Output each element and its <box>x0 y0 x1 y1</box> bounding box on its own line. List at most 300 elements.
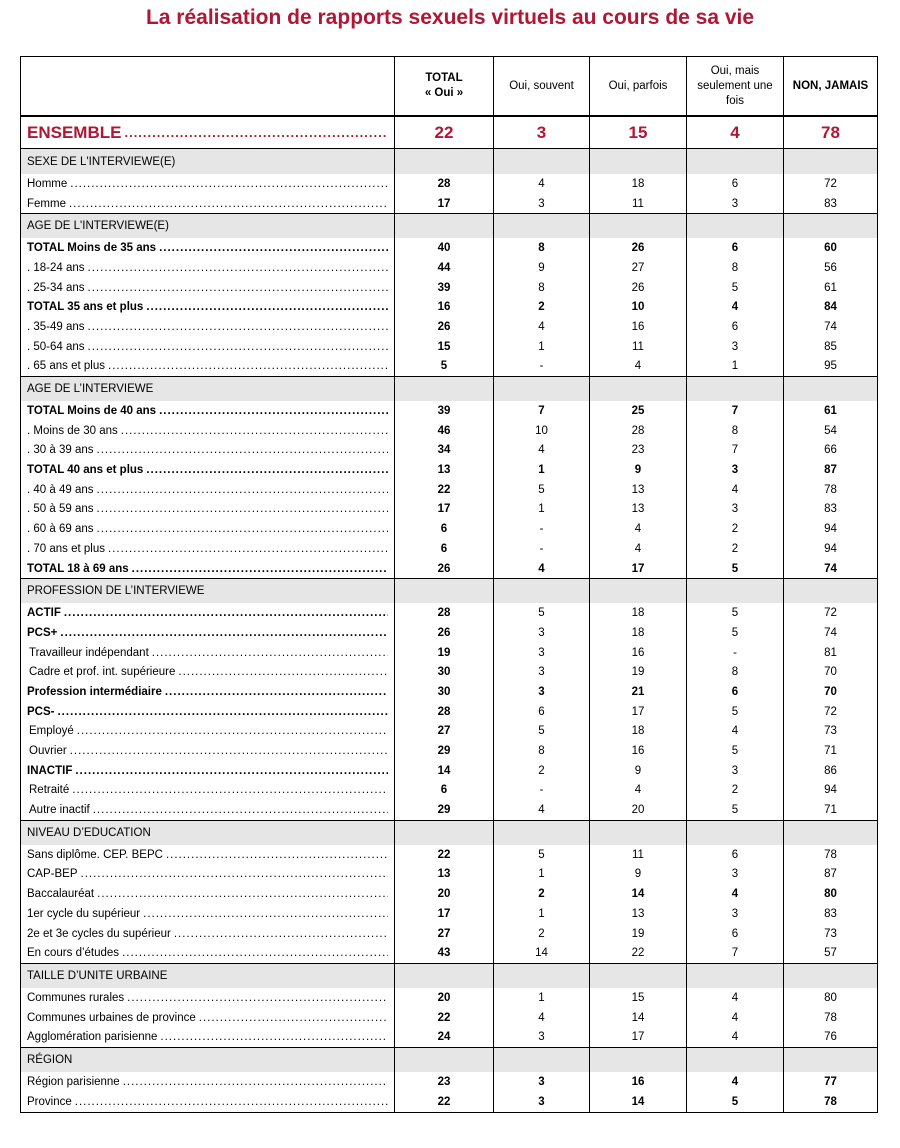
row-label-cell <box>21 357 394 377</box>
value-total: 24 <box>394 1027 493 1047</box>
value-jamais: 72 <box>783 702 877 722</box>
section-empty-cell <box>686 1048 783 1072</box>
value-jamais: 94 <box>783 519 877 539</box>
value-une-fois: 8 <box>686 421 783 441</box>
row-label-cell <box>21 441 394 461</box>
value-total: 44 <box>394 258 493 278</box>
value-souvent: 3 <box>493 623 589 643</box>
column-header-text: Oui, mais seulement une fois <box>697 64 773 107</box>
row-label: Agglomération parisienne <box>27 1031 158 1044</box>
section-empty-cell <box>493 214 589 238</box>
section-empty-cell <box>589 377 686 401</box>
value-souvent: 3 <box>493 662 589 682</box>
value-une-fois: 6 <box>686 174 783 194</box>
dot-leader <box>97 444 389 456</box>
row-label-cell <box>21 741 394 761</box>
dot-leader <box>132 563 388 575</box>
value-total: 26 <box>394 623 493 643</box>
value-souvent: 14 <box>493 943 589 963</box>
table-row <box>21 559 877 579</box>
section-empty-cell <box>394 964 493 988</box>
value-parfois: 19 <box>589 924 686 944</box>
value-jamais: 74 <box>783 317 877 337</box>
section-empty-cell <box>783 214 877 238</box>
value-jamais: 57 <box>783 943 877 963</box>
value-jamais: 84 <box>783 297 877 317</box>
value-jamais: 56 <box>783 258 877 278</box>
row-label-cell <box>21 988 394 1008</box>
value-une-fois: 7 <box>686 401 783 421</box>
row-label: . 40 à 49 ans <box>27 483 94 496</box>
row-label-cell <box>21 174 394 194</box>
value-souvent: - <box>493 539 589 559</box>
section-empty-cell <box>686 149 783 174</box>
value-souvent: 6 <box>493 702 589 722</box>
row-label: . 60 à 69 ans <box>27 523 94 536</box>
section-header <box>21 1047 877 1072</box>
value-souvent: 4 <box>493 800 589 820</box>
row-label-cell <box>21 317 394 337</box>
value-une-fois: 4 <box>686 1008 783 1028</box>
value-une-fois: 7 <box>686 943 783 963</box>
section-empty-cell <box>589 821 686 845</box>
row-label: . 65 ans et plus <box>27 360 105 373</box>
row-label: TOTAL 40 ans et plus <box>27 464 144 477</box>
section-empty-cell <box>493 1048 589 1072</box>
value-total: 13 <box>394 865 493 885</box>
value-souvent: 2 <box>493 297 589 317</box>
value-total: 20 <box>394 884 493 904</box>
value-total: 22 <box>394 480 493 500</box>
table-row <box>21 682 877 702</box>
value-parfois: 17 <box>589 559 686 579</box>
section-empty-cell <box>686 579 783 603</box>
value-jamais: 54 <box>783 421 877 441</box>
row-label-cell <box>21 297 394 317</box>
section-empty-cell <box>589 149 686 174</box>
row-label: Cadre et prof. int. supérieure <box>29 666 176 679</box>
value-souvent: - <box>493 781 589 801</box>
dot-leader <box>146 464 388 476</box>
row-label: . 50 à 59 ans <box>27 503 94 516</box>
value-jamais: 78 <box>783 1008 877 1028</box>
section-empty-cell <box>493 821 589 845</box>
value-parfois: 21 <box>589 682 686 702</box>
row-label-cell <box>21 722 394 742</box>
value-jamais: 77 <box>783 1072 877 1092</box>
row-label: . 25-34 ans <box>27 281 85 294</box>
value-souvent: 3 <box>493 1072 589 1092</box>
row-label-cell <box>21 662 394 682</box>
table-row <box>21 623 877 643</box>
table-row <box>21 603 877 623</box>
dot-leader <box>97 503 389 515</box>
row-label-cell <box>21 761 394 781</box>
row-label-cell <box>21 519 394 539</box>
row-label: . 30 à 39 ans <box>27 444 94 457</box>
value-jamais: 73 <box>783 924 877 944</box>
value-parfois: 16 <box>589 1072 686 1092</box>
section-empty-cell <box>493 964 589 988</box>
value-parfois: 14 <box>589 884 686 904</box>
table-row <box>21 460 877 480</box>
value-une-fois: 4 <box>686 988 783 1008</box>
value-parfois: 25 <box>589 401 686 421</box>
value-une-fois: 3 <box>686 194 783 214</box>
value-jamais: 83 <box>783 194 877 214</box>
value-souvent: 4 <box>493 174 589 194</box>
row-label-cell <box>21 1092 394 1112</box>
value-total: 29 <box>394 741 493 761</box>
row-label-cell <box>21 539 394 559</box>
value-parfois: 16 <box>589 741 686 761</box>
table-row <box>21 924 877 944</box>
value-jamais: 78 <box>783 480 877 500</box>
table-row <box>21 297 877 317</box>
dot-leader <box>81 868 389 880</box>
section-empty-cell <box>783 149 877 174</box>
dot-leader <box>88 341 388 353</box>
value-une-fois: 3 <box>686 904 783 924</box>
row-label-cell <box>21 480 394 500</box>
section-empty-cell <box>783 964 877 988</box>
value-parfois: 11 <box>589 194 686 214</box>
value-une-fois: 3 <box>686 460 783 480</box>
column-header-oui-souvent <box>493 57 589 115</box>
value-parfois: 9 <box>589 761 686 781</box>
value-jamais: 61 <box>783 401 877 421</box>
row-label-cell <box>21 904 394 924</box>
value-parfois: 16 <box>589 643 686 663</box>
row-label-cell <box>21 258 394 278</box>
section-empty-cell <box>686 214 783 238</box>
row-label: . 18-24 ans <box>27 261 85 274</box>
section-empty-cell <box>783 821 877 845</box>
value-jamais: 72 <box>783 174 877 194</box>
section-empty-cell <box>394 821 493 845</box>
value-souvent: - <box>493 519 589 539</box>
row-label-cell <box>21 1027 394 1047</box>
table-row <box>21 238 877 258</box>
value-parfois: 4 <box>589 539 686 559</box>
value-souvent: 2 <box>493 884 589 904</box>
dot-leader <box>165 686 388 698</box>
ensemble-value-souvent: 3 <box>493 117 589 148</box>
value-total: 13 <box>394 460 493 480</box>
ensemble-value-jamais: 78 <box>783 117 877 148</box>
table-row <box>21 519 877 539</box>
row-label: INACTIF <box>27 764 73 777</box>
row-label-cell <box>21 702 394 722</box>
value-jamais: 86 <box>783 761 877 781</box>
table-row <box>21 761 877 781</box>
value-parfois: 14 <box>589 1092 686 1112</box>
value-souvent: 5 <box>493 722 589 742</box>
ensemble-label: ENSEMBLE <box>27 122 122 142</box>
value-parfois: 16 <box>589 317 686 337</box>
table-row <box>21 845 877 865</box>
dot-leader <box>75 1096 388 1108</box>
value-une-fois: 2 <box>686 781 783 801</box>
value-une-fois: 6 <box>686 238 783 258</box>
value-une-fois: 4 <box>686 297 783 317</box>
dot-leader <box>122 947 388 959</box>
value-parfois: 18 <box>589 623 686 643</box>
table-row <box>21 278 877 298</box>
dot-leader <box>152 647 388 659</box>
value-une-fois: 4 <box>686 1072 783 1092</box>
dot-leader <box>121 425 388 437</box>
value-parfois: 14 <box>589 1008 686 1028</box>
section-empty-cell <box>783 579 877 603</box>
value-parfois: 15 <box>589 988 686 1008</box>
value-souvent: 7 <box>493 401 589 421</box>
value-jamais: 80 <box>783 884 877 904</box>
section-empty-cell <box>589 579 686 603</box>
row-label: TOTAL 35 ans et plus <box>27 301 144 314</box>
value-total: 34 <box>394 441 493 461</box>
section-empty-cell <box>394 579 493 603</box>
table-row <box>21 722 877 742</box>
table-row <box>21 421 877 441</box>
value-souvent: 1 <box>493 460 589 480</box>
value-une-fois: 6 <box>686 682 783 702</box>
row-label-cell <box>21 278 394 298</box>
table-row <box>21 337 877 357</box>
value-parfois: 23 <box>589 441 686 461</box>
row-label-cell <box>21 781 394 801</box>
value-total: 29 <box>394 800 493 820</box>
value-total: 30 <box>394 682 493 702</box>
value-une-fois: 5 <box>686 702 783 722</box>
value-total: 20 <box>394 988 493 1008</box>
dot-leader <box>108 543 388 555</box>
row-label-cell <box>21 401 394 421</box>
table-body <box>21 149 877 1112</box>
value-souvent: 9 <box>493 258 589 278</box>
value-total: 43 <box>394 943 493 963</box>
dot-leader <box>88 262 388 274</box>
value-jamais: 71 <box>783 741 877 761</box>
value-une-fois: 5 <box>686 278 783 298</box>
dot-leader <box>88 321 388 333</box>
page-title: La réalisation de rapports sexuels virtuels au cours de sa vie <box>145 6 755 29</box>
value-parfois: 13 <box>589 480 686 500</box>
value-parfois: 9 <box>589 865 686 885</box>
value-souvent: 4 <box>493 317 589 337</box>
value-parfois: 9 <box>589 460 686 480</box>
value-souvent: 8 <box>493 238 589 258</box>
table-row <box>21 317 877 337</box>
value-souvent: 4 <box>493 559 589 579</box>
ensemble-value-une-fois: 4 <box>686 117 783 148</box>
row-label: En cours d’études <box>27 947 120 960</box>
value-parfois: 19 <box>589 662 686 682</box>
value-une-fois: 8 <box>686 662 783 682</box>
value-parfois: 4 <box>589 519 686 539</box>
row-label-cell <box>21 194 394 214</box>
dot-leader <box>93 804 388 816</box>
value-jamais: 94 <box>783 781 877 801</box>
value-souvent: 3 <box>493 1092 589 1112</box>
dot-leader <box>75 765 388 777</box>
value-souvent: 1 <box>493 988 589 1008</box>
value-total: 46 <box>394 421 493 441</box>
value-jamais: 83 <box>783 500 877 520</box>
dot-leader <box>57 706 388 718</box>
row-label: Retraité <box>29 784 70 797</box>
value-parfois: 4 <box>589 357 686 377</box>
value-jamais: 87 <box>783 865 877 885</box>
dot-leader <box>146 301 388 313</box>
row-label: Femme <box>27 197 66 210</box>
section-title: AGE DE L’INTERVIEWE <box>27 383 154 396</box>
section-empty-cell <box>493 579 589 603</box>
value-total: 30 <box>394 662 493 682</box>
dot-leader <box>77 725 388 737</box>
dot-leader <box>72 784 388 796</box>
value-souvent: 3 <box>493 682 589 702</box>
value-une-fois: 8 <box>686 258 783 278</box>
row-label: Ouvrier <box>29 745 67 758</box>
value-parfois: 11 <box>589 845 686 865</box>
table-row <box>21 702 877 722</box>
row-label: 2e et 3e cycles du supérieur <box>27 927 171 940</box>
value-jamais: 81 <box>783 643 877 663</box>
value-parfois: 13 <box>589 500 686 520</box>
value-parfois: 18 <box>589 722 686 742</box>
value-jamais: 74 <box>783 559 877 579</box>
table-row <box>21 904 877 924</box>
table-row <box>21 988 877 1008</box>
row-label-cell <box>21 924 394 944</box>
row-label-cell <box>21 845 394 865</box>
value-souvent: 3 <box>493 194 589 214</box>
dot-leader <box>70 745 388 757</box>
value-souvent: 1 <box>493 500 589 520</box>
row-label: TOTAL Moins de 35 ans <box>27 242 157 255</box>
row-label-cell <box>21 643 394 663</box>
dot-leader <box>199 1012 388 1024</box>
section-title: TAILLE D’UNITE URBAINE <box>27 970 168 983</box>
section-empty-cell <box>589 214 686 238</box>
value-une-fois: 5 <box>686 1092 783 1112</box>
section-empty-cell <box>589 1048 686 1072</box>
row-label: Employé <box>29 725 74 738</box>
section-title: AGE DE L'INTERVIEWE(E) <box>27 220 169 233</box>
value-souvent: 1 <box>493 865 589 885</box>
value-total: 28 <box>394 174 493 194</box>
value-total: 22 <box>394 1008 493 1028</box>
table-row <box>21 539 877 559</box>
value-total: 14 <box>394 761 493 781</box>
row-label: Baccalauréat <box>27 888 95 901</box>
row-label-cell <box>21 1008 394 1028</box>
row-label: Communes urbaines de province <box>27 1011 196 1024</box>
value-total: 6 <box>394 781 493 801</box>
table-row <box>21 1008 877 1028</box>
value-jamais: 94 <box>783 539 877 559</box>
section-empty-cell <box>394 149 493 174</box>
value-une-fois: 3 <box>686 337 783 357</box>
table-row <box>21 401 877 421</box>
section-header <box>21 376 877 401</box>
value-total: 17 <box>394 500 493 520</box>
value-total: 39 <box>394 401 493 421</box>
section-title: SEXE DE L'INTERVIEWE(E) <box>27 155 176 168</box>
row-label-cell <box>21 682 394 702</box>
value-une-fois: 5 <box>686 623 783 643</box>
value-parfois: 22 <box>589 943 686 963</box>
value-parfois: 26 <box>589 278 686 298</box>
value-jamais: 60 <box>783 238 877 258</box>
row-label-cell <box>21 500 394 520</box>
value-parfois: 17 <box>589 1027 686 1047</box>
value-parfois: 18 <box>589 174 686 194</box>
dot-leader <box>69 198 388 210</box>
value-jamais: 87 <box>783 460 877 480</box>
value-total: 6 <box>394 519 493 539</box>
value-jamais: 72 <box>783 603 877 623</box>
value-une-fois: 5 <box>686 741 783 761</box>
value-parfois: 18 <box>589 603 686 623</box>
row-label: . 35-49 ans <box>27 320 85 333</box>
value-jamais: 78 <box>783 845 877 865</box>
table-header <box>21 57 877 117</box>
column-header-oui-une-fois <box>686 57 783 115</box>
value-une-fois: 4 <box>686 1027 783 1047</box>
table-row <box>21 800 877 820</box>
table-row <box>21 258 877 278</box>
row-label: Communes rurales <box>27 991 125 1004</box>
value-total: 15 <box>394 337 493 357</box>
section-empty-cell <box>493 377 589 401</box>
value-jamais: 73 <box>783 722 877 742</box>
value-jamais: 70 <box>783 662 877 682</box>
row-label-cell <box>21 460 394 480</box>
table-row <box>21 662 877 682</box>
row-label: PCS- <box>27 705 55 718</box>
value-une-fois: 6 <box>686 317 783 337</box>
section-empty-cell <box>493 149 589 174</box>
column-header-text: Oui, souvent <box>509 79 574 92</box>
section-header <box>21 963 877 988</box>
value-total: 26 <box>394 559 493 579</box>
table-row <box>21 1072 877 1092</box>
section-header <box>21 578 877 603</box>
value-total: 16 <box>394 297 493 317</box>
dot-leader <box>174 928 388 940</box>
value-une-fois: 3 <box>686 500 783 520</box>
section-empty-cell <box>783 377 877 401</box>
value-jamais: 78 <box>783 1092 877 1112</box>
row-label: Région parisienne <box>27 1075 120 1088</box>
value-total: 23 <box>394 1072 493 1092</box>
dot-leader <box>60 627 388 639</box>
row-label-cell <box>21 1072 394 1092</box>
column-header-oui-parfois <box>589 57 686 115</box>
value-une-fois: - <box>686 643 783 663</box>
table-row <box>21 741 877 761</box>
table-row <box>21 643 877 663</box>
value-souvent: 5 <box>493 480 589 500</box>
value-souvent: 1 <box>493 337 589 357</box>
header-label-cell <box>21 57 394 115</box>
row-label: TOTAL Moins de 40 ans <box>27 405 157 418</box>
value-total: 28 <box>394 702 493 722</box>
row-label: CAP-BEP <box>27 868 78 881</box>
value-souvent: 5 <box>493 845 589 865</box>
